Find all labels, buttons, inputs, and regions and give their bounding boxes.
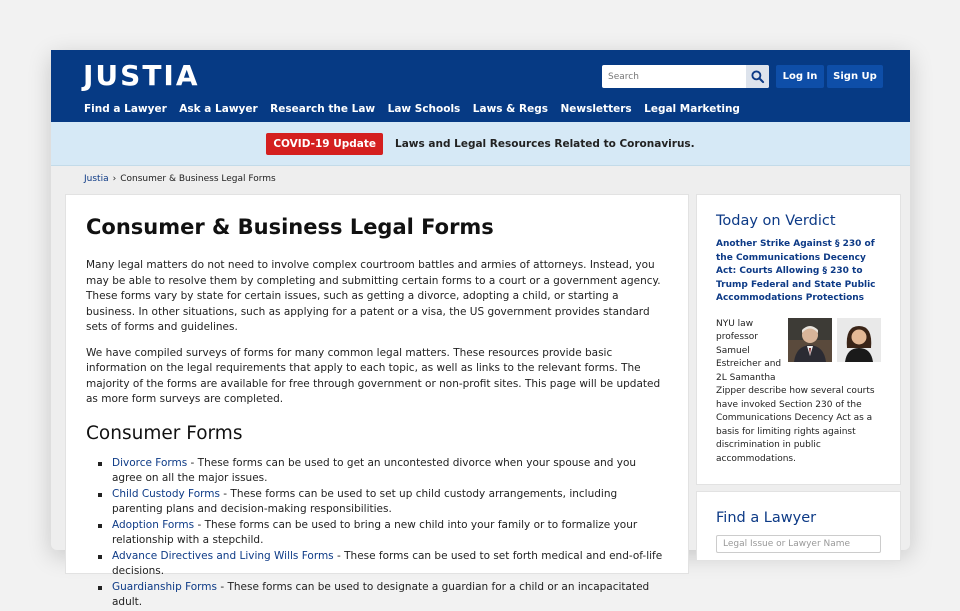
divorce-forms-link[interactable]: Divorce Forms	[112, 456, 188, 469]
list-item	[98, 580, 668, 611]
site-header	[51, 50, 910, 122]
nav-legal-marketing[interactable]: Legal Marketing	[644, 103, 740, 115]
adoption-forms-link[interactable]: Adoption Forms	[112, 518, 195, 531]
verdict-title[interactable]: Today on Verdict	[716, 213, 836, 229]
form-description: - These forms can be used to bring a new child into your family or to formalize your relationship with a stepchild.	[112, 518, 638, 546]
breadcrumb-home-link[interactable]: Justia	[84, 174, 109, 184]
nav-law-schools[interactable]: Law Schools	[387, 103, 461, 115]
list-item	[98, 549, 668, 580]
author-photo-estreicher[interactable]	[788, 318, 832, 362]
author-photos	[788, 318, 881, 362]
verdict-summary	[716, 318, 881, 467]
nav-ask-a-lawyer[interactable]: Ask a Lawyer	[179, 103, 258, 115]
covid-banner	[51, 122, 910, 166]
verdict-body-rest: Zipper describe how several courts have invoked Section 230 of the Communications Decency Act as a basis for limiting rights against discrimination in public accommodations.	[716, 386, 875, 464]
nav-research-the-law[interactable]: Research the Law	[270, 103, 376, 115]
form-description: - These forms can be used to set up child custody arrangements, including parenting plans and decision-making responsibilities.	[112, 487, 618, 515]
consumer-forms-list	[86, 456, 668, 611]
form-description: - These forms can be used to get an uncontested divorce when your spouse and you agree on all the major issues.	[112, 456, 637, 484]
search-input[interactable]: Search	[608, 71, 639, 82]
breadcrumb-current: Consumer & Business Legal Forms	[120, 174, 276, 184]
advance-directives-forms-link[interactable]: Advance Directives and Living Wills Forms	[112, 549, 334, 562]
find-lawyer-card	[696, 491, 901, 561]
page-title: Consumer & Business Legal Forms	[86, 215, 494, 239]
compiled-paragraph: We have compiled surveys of forms for many common legal matters. These resources provide basic information on the legal requirements that apply to each topic, as well as links to the relevant forms. The majority of the forms are available for free through government or non-profit sites. This page will be updated as more form surveys are completed.	[86, 346, 661, 405]
author-photo-zipper[interactable]	[837, 318, 881, 362]
verdict-body-top: NYU law professor Samuel Estreicher and 2L Samantha	[716, 318, 782, 383]
search-icon	[751, 70, 764, 83]
consumer-forms-heading: Consumer Forms	[86, 422, 243, 444]
child-custody-forms-link[interactable]: Child Custody Forms	[112, 487, 220, 500]
justia-logo[interactable]: JUSTIA	[83, 59, 200, 92]
form-description: - These forms can be used to set forth medical and end-of-life decisions.	[112, 549, 663, 577]
nav-newsletters[interactable]: Newsletters	[560, 103, 632, 115]
nav-laws-regs[interactable]: Laws & Regs	[472, 103, 548, 115]
legal-issue-input[interactable]: Legal Issue or Lawyer Name	[716, 535, 881, 553]
form-description: - These forms can be used to designate a guardian for a child or an incapacitated adult.	[112, 580, 650, 608]
verdict-headline-link[interactable]: Another Strike Against § 230 of the Communications Decency Act: Courts Allowing § 230 to Trump Federal and State Public Accommodations Protections	[716, 239, 876, 303]
main-nav	[84, 103, 752, 115]
covid-banner-link[interactable]: Laws and Legal Resources Related to Coronavirus.	[395, 137, 695, 150]
breadcrumb-separator: ›	[112, 174, 117, 184]
find-lawyer-title: Find a Lawyer	[716, 510, 817, 526]
search-box[interactable]	[602, 65, 769, 88]
signup-button[interactable]: Sign Up	[827, 65, 883, 88]
main-content	[65, 194, 689, 608]
list-item	[98, 487, 668, 518]
covid-update-badge[interactable]: COVID-19 Update	[266, 133, 383, 155]
browser-window	[51, 50, 910, 608]
breadcrumb	[84, 174, 276, 184]
nav-find-a-lawyer[interactable]: Find a Lawyer	[84, 103, 167, 115]
list-item	[98, 456, 668, 487]
verdict-card	[696, 194, 901, 485]
login-button[interactable]: Log In	[776, 65, 824, 88]
search-button[interactable]	[746, 65, 769, 88]
intro-paragraph: Many legal matters do not need to involve complex courtroom battles and armies of attorneys. Instead, you may be able to resolve them by completing and submitting certain forms to a court or a government agency. These forms vary by state for certain issues, such as getting a divorce, adopting a child, or starting a business. In other situations, such as applying for a patent or a visa, the US government provides standard sets of forms and guidelines.	[86, 259, 661, 333]
list-item	[98, 518, 668, 549]
guardianship-forms-link[interactable]: Guardianship Forms	[112, 580, 217, 593]
